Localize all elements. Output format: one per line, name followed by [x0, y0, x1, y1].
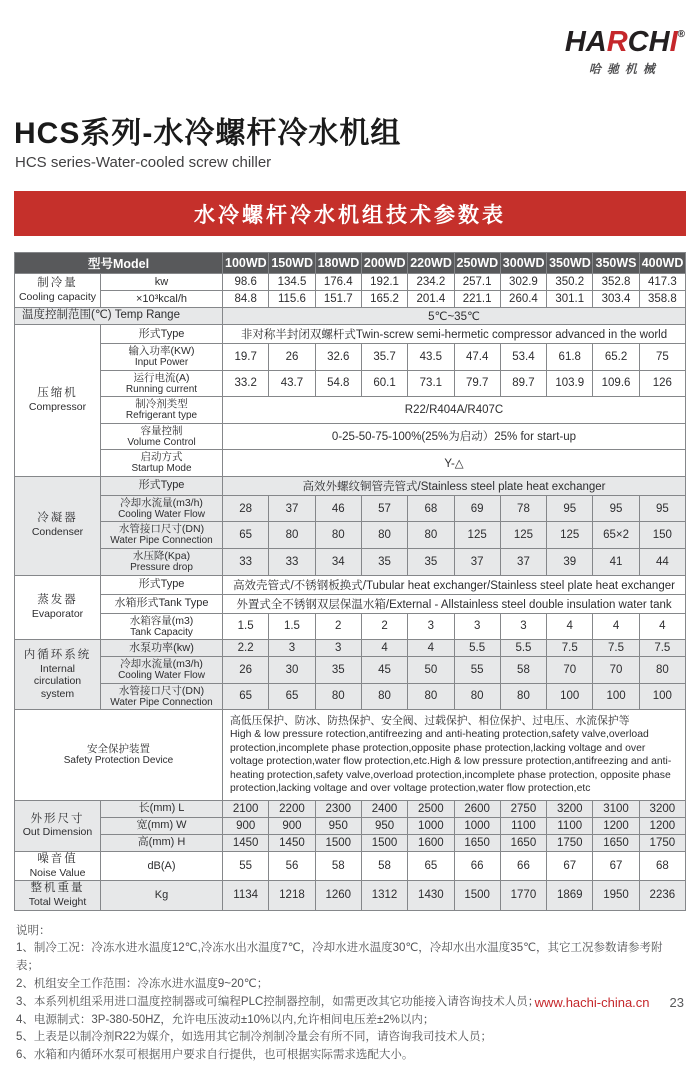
value-cell: 58: [361, 851, 407, 880]
value-cell: 80: [315, 522, 361, 549]
param-label-cell: 水压降(Kpa) Pressure drop: [101, 548, 223, 575]
value-cell: 303.4: [593, 291, 639, 308]
value-cell: 70: [547, 657, 593, 684]
value-cell: 2750: [500, 800, 546, 817]
value-cell: 79.7: [454, 370, 500, 397]
param-label-cell: 水箱形式Tank Type: [101, 594, 223, 613]
value-cell: 55: [223, 851, 269, 880]
model-column-header: 250WD: [454, 253, 500, 274]
value-cell: 3: [315, 640, 361, 657]
section-cell: 冷凝器 Condenser: [15, 476, 101, 575]
value-cell: 67: [593, 851, 639, 880]
value-cell: 1600: [408, 834, 454, 851]
value-cell: 150: [639, 522, 685, 549]
value-cell: 151.7: [315, 291, 361, 308]
value-cell: 45: [361, 657, 407, 684]
value-cell: 302.9: [500, 274, 546, 291]
value-cell: 46: [315, 495, 361, 522]
param-label-cell: 水管接口尺寸(DN) Water Pipe Connection: [101, 522, 223, 549]
value-cell: 2300: [315, 800, 361, 817]
section-cell: 整机重量 Total Weight: [15, 881, 101, 910]
value-cell: 1134: [223, 881, 269, 910]
section-cell: 压缩机 Compressor: [15, 325, 101, 477]
value-cell: 80: [500, 683, 546, 710]
value-cell: 37: [500, 548, 546, 575]
value-cell: 89.7: [500, 370, 546, 397]
value-cell: 3: [500, 613, 546, 640]
value-cell: 1000: [408, 817, 454, 834]
value-cell: 2: [315, 613, 361, 640]
page-number: 23: [669, 995, 684, 1010]
value-cell: 67: [547, 851, 593, 880]
spec-table: [14, 252, 686, 911]
model-column-header: 150WD: [269, 253, 315, 274]
value-cell: 54.8: [315, 370, 361, 397]
value-cell: 41: [593, 548, 639, 575]
value-cell: 75: [639, 344, 685, 371]
value-cell: 1260: [315, 881, 361, 910]
value-cell: 417.3: [639, 274, 685, 291]
logo-part-red-1: R: [606, 26, 628, 58]
model-column-header: 180WD: [315, 253, 361, 274]
section-cell: 内循环系统 Internal circulation system: [15, 640, 101, 710]
value-cell: 4: [361, 640, 407, 657]
value-cell: 350.2: [547, 274, 593, 291]
value-cell: 56: [269, 851, 315, 880]
value-cell: 1.5: [269, 613, 315, 640]
value-cell: 2200: [269, 800, 315, 817]
value-cell: 57: [361, 495, 407, 522]
value-cell: 32.6: [315, 344, 361, 371]
value-cell: 高低压保护、防冰、防热保护、安全阀、过载保护、相位保护、过电压、水流保护等 High & low pressure rotection,antifreezing and anti-heating protection,safety valve,overload protection,incomplete phase protection,opposite phase protection,lacking voltage and over voltage protection,water flow protection,etc.High & low pressure protection,antifreezing and anti-heating protection,safety valve,overload protection,incomplete phase protection, opposite phase protection,lacking voltage and over voltage protection,water flow protection,etc: [223, 710, 686, 801]
param-label-cell: 宽(mm) W: [101, 817, 223, 834]
value-cell: 5.5: [454, 640, 500, 657]
param-label-cell: ×10³kcal/h: [101, 291, 223, 308]
model-column-header: 220WD: [408, 253, 454, 274]
spec-table-body: [15, 274, 686, 911]
page-footer: [535, 995, 684, 1010]
value-cell: 66: [500, 851, 546, 880]
value-cell: 2100: [223, 800, 269, 817]
value-cell: 1650: [593, 834, 639, 851]
value-cell: 33.2: [223, 370, 269, 397]
model-column-header: 100WD: [223, 253, 269, 274]
value-cell: 65×2: [593, 522, 639, 549]
param-label-cell: dB(A): [101, 851, 223, 880]
param-label-cell: 冷却水流量(m3/h) Cooling Water Flow: [101, 657, 223, 684]
param-label-cell: 长(mm) L: [101, 800, 223, 817]
website-link[interactable]: www.hachi-china.cn: [534, 995, 650, 1010]
value-cell: 5℃~35℃: [223, 308, 686, 325]
value-cell: 35: [361, 548, 407, 575]
value-cell: 260.4: [500, 291, 546, 308]
value-cell: 26: [269, 344, 315, 371]
value-cell: 2600: [454, 800, 500, 817]
value-cell: 950: [315, 817, 361, 834]
value-cell: 58: [500, 657, 546, 684]
value-cell: 4: [547, 613, 593, 640]
value-cell: 1500: [315, 834, 361, 851]
value-cell: 301.1: [547, 291, 593, 308]
value-cell: 103.9: [547, 370, 593, 397]
value-cell: 3200: [547, 800, 593, 817]
value-cell: 134.5: [269, 274, 315, 291]
value-cell: 65: [408, 851, 454, 880]
value-cell: 3: [408, 613, 454, 640]
value-cell: 4: [639, 613, 685, 640]
value-cell: 80: [269, 522, 315, 549]
value-cell: 900: [223, 817, 269, 834]
value-cell: 3100: [593, 800, 639, 817]
value-cell: 7.5: [593, 640, 639, 657]
param-label-cell: 容量控制 Volume Control: [101, 423, 223, 450]
value-cell: 165.2: [361, 291, 407, 308]
value-cell: 34: [315, 548, 361, 575]
value-cell: 1500: [361, 834, 407, 851]
param-label-cell: 水箱容量(m3) Tank Capacity: [101, 613, 223, 640]
logo-part-black-1: HA: [564, 26, 607, 58]
value-cell: 68: [408, 495, 454, 522]
notes-heading: 说明：: [16, 924, 51, 937]
value-cell: 80: [315, 683, 361, 710]
value-cell: 5.5: [500, 640, 546, 657]
table-title-banner: 水冷螺杆冷水机组技术参数表: [14, 191, 686, 236]
value-cell: 28: [223, 495, 269, 522]
note-item: 6、水箱和内循环水泵可根据用户要求自行提供，也可根据实际需求选配大小。: [16, 1049, 414, 1062]
value-cell: 1100: [500, 817, 546, 834]
note-item: 1、制冷工况：冷冻水进水温度12℃,冷冻水出水温度7℃，冷却水进水温度30℃，冷却水出水温度35℃，其它工况参数请参考附表；: [16, 942, 663, 973]
title-block: [14, 108, 686, 171]
param-label-cell: Kg: [101, 881, 223, 910]
value-cell: 65.2: [593, 344, 639, 371]
value-cell: 3: [454, 613, 500, 640]
value-cell: 65: [223, 522, 269, 549]
value-cell: 1000: [454, 817, 500, 834]
value-cell: 1200: [593, 817, 639, 834]
value-cell: 55: [454, 657, 500, 684]
value-cell: 2.2: [223, 640, 269, 657]
value-cell: 352.8: [593, 274, 639, 291]
value-cell: 4: [408, 640, 454, 657]
value-cell: 66: [454, 851, 500, 880]
value-cell: 95: [639, 495, 685, 522]
value-cell: 126: [639, 370, 685, 397]
model-header-cell: 型号Model: [15, 253, 223, 274]
value-cell: 1750: [639, 834, 685, 851]
value-cell: 221.1: [454, 291, 500, 308]
value-cell: 192.1: [361, 274, 407, 291]
value-cell: 1650: [500, 834, 546, 851]
value-cell: 47.4: [454, 344, 500, 371]
value-cell: 2500: [408, 800, 454, 817]
value-cell: 1100: [547, 817, 593, 834]
value-cell: 80: [361, 683, 407, 710]
value-cell: 2236: [639, 881, 685, 910]
value-cell: 950: [361, 817, 407, 834]
value-cell: 900: [269, 817, 315, 834]
model-column-header: 300WD: [500, 253, 546, 274]
value-cell: 115.6: [269, 291, 315, 308]
value-cell: 7.5: [639, 640, 685, 657]
value-cell: 100: [547, 683, 593, 710]
value-cell: 53.4: [500, 344, 546, 371]
value-cell: 80: [361, 522, 407, 549]
param-label-cell: 形式Type: [101, 575, 223, 594]
page-subtitle: HCS series-Water-cooled screw chiller: [15, 154, 272, 171]
value-cell: 78: [500, 495, 546, 522]
param-label-cell: 水管接口尺寸(DN) Water Pipe Connection: [101, 683, 223, 710]
value-cell: 外置式全不锈钢双层保温水箱/External - Allstainless steel double insulation water tank: [223, 594, 686, 613]
logo-part-red-2: I: [669, 26, 678, 58]
spec-table-header: [15, 253, 686, 274]
value-cell: 80: [408, 683, 454, 710]
value-cell: 109.6: [593, 370, 639, 397]
value-cell: 33: [223, 548, 269, 575]
param-label-cell: 高(mm) H: [101, 834, 223, 851]
value-cell: 73.1: [408, 370, 454, 397]
value-cell: 26: [223, 657, 269, 684]
value-cell: 7.5: [547, 640, 593, 657]
value-cell: 37: [269, 495, 315, 522]
value-cell: 58: [315, 851, 361, 880]
note-item: 2、机组安全工作范围：冷冻水进水温度9~20℃；: [16, 978, 269, 991]
param-label-cell: 运行电流(A) Running current: [101, 370, 223, 397]
value-cell: 1430: [408, 881, 454, 910]
value-cell: 37: [454, 548, 500, 575]
value-cell: 1450: [269, 834, 315, 851]
param-label-cell: 输入功率(KW) Input Power: [101, 344, 223, 371]
value-cell: 1950: [593, 881, 639, 910]
logo-part-black-2: CH: [627, 26, 670, 58]
value-cell: 125: [547, 522, 593, 549]
registered-trademark-icon: ®: [677, 29, 685, 40]
value-cell: 3: [269, 640, 315, 657]
param-label-cell: kw: [101, 274, 223, 291]
value-cell: R22/R404A/R407C: [223, 397, 686, 424]
harchi-logo: [565, 28, 685, 77]
page-title: HCS系列-水冷螺杆冷水机组: [14, 117, 402, 150]
value-cell: 4: [593, 613, 639, 640]
model-column-header: 200WD: [361, 253, 407, 274]
value-cell: 1750: [547, 834, 593, 851]
param-label-cell: 安全保护装置 Safety Protection Device: [15, 710, 223, 801]
value-cell: 80: [454, 683, 500, 710]
value-cell: Y-△: [223, 450, 686, 477]
model-column-header: 400WD: [639, 253, 685, 274]
value-cell: 非对称半封闭双螺杆式Twin-screw semi-hermetic compressor advanced in the world: [223, 325, 686, 344]
note-item: 3、本系列机组采用进口温度控制器或可编程PLC控制器控制，如需更改其它功能接入请咨询技术人员；: [16, 995, 540, 1008]
value-cell: 3200: [639, 800, 685, 817]
value-cell: 0-25-50-75-100%(25%为启动）25% for start-up: [223, 423, 686, 450]
section-cell: 制冷量 Cooling capacity: [15, 274, 101, 308]
value-cell: 35.7: [361, 344, 407, 371]
value-cell: 高效外螺纹铜管壳管式/Stainless steel plate heat exchanger: [223, 476, 686, 495]
value-cell: 43.7: [269, 370, 315, 397]
value-cell: 43.5: [408, 344, 454, 371]
value-cell: 33: [269, 548, 315, 575]
value-cell: 1500: [454, 881, 500, 910]
value-cell: 1650: [454, 834, 500, 851]
value-cell: 1869: [547, 881, 593, 910]
value-cell: 2400: [361, 800, 407, 817]
param-label-cell: 温度控制范围(℃) Temp Range: [15, 308, 223, 325]
notes-section: [16, 923, 684, 1065]
value-cell: 2: [361, 613, 407, 640]
value-cell: 50: [408, 657, 454, 684]
value-cell: 1450: [223, 834, 269, 851]
page-header: [0, 0, 700, 102]
section-cell: 蒸发器 Evaporator: [15, 575, 101, 640]
value-cell: 高效壳管式/不锈钢板换式/Tubular heat exchanger/Stainless steel plate heat exchanger: [223, 575, 686, 594]
param-label-cell: 制冷剂类型 Refrigerant type: [101, 397, 223, 424]
value-cell: 80: [408, 522, 454, 549]
value-cell: 201.4: [408, 291, 454, 308]
value-cell: 35: [315, 657, 361, 684]
logo-wordmark: [565, 28, 685, 57]
value-cell: 95: [593, 495, 639, 522]
model-column-header: 350WD: [547, 253, 593, 274]
value-cell: 1770: [500, 881, 546, 910]
value-cell: 176.4: [315, 274, 361, 291]
value-cell: 19.7: [223, 344, 269, 371]
value-cell: 84.8: [223, 291, 269, 308]
note-item: 4、电源制式：3P-380-50HZ，允许电压波动±10%以内,允许相间电压差±2%以内；: [16, 1013, 435, 1026]
value-cell: 234.2: [408, 274, 454, 291]
value-cell: 125: [454, 522, 500, 549]
value-cell: 69: [454, 495, 500, 522]
param-label-cell: 形式Type: [101, 476, 223, 495]
value-cell: 257.1: [454, 274, 500, 291]
value-cell: 30: [269, 657, 315, 684]
value-cell: 358.8: [639, 291, 685, 308]
value-cell: 1312: [361, 881, 407, 910]
param-label-cell: 启动方式 Startup Mode: [101, 450, 223, 477]
value-cell: 44: [639, 548, 685, 575]
value-cell: 65: [223, 683, 269, 710]
value-cell: 39: [547, 548, 593, 575]
value-cell: 98.6: [223, 274, 269, 291]
value-cell: 125: [500, 522, 546, 549]
value-cell: 1218: [269, 881, 315, 910]
value-cell: 65: [269, 683, 315, 710]
note-item: 5、上表是以制冷剂R22为媒介，如选用其它制冷剂制冷量会有所不同，请咨询我司技术人员；: [16, 1031, 492, 1044]
value-cell: 1200: [639, 817, 685, 834]
param-label-cell: 冷却水流量(m3/h) Cooling Water Flow: [101, 495, 223, 522]
section-cell: 噪音值 Noise Value: [15, 851, 101, 880]
value-cell: 61.8: [547, 344, 593, 371]
model-column-header: 350WS: [593, 253, 639, 274]
param-label-cell: 形式Type: [101, 325, 223, 344]
value-cell: 35: [408, 548, 454, 575]
logo-subtitle: 哈驰机械: [588, 62, 661, 76]
value-cell: 68: [639, 851, 685, 880]
param-label-cell: 水泵功率(kw): [101, 640, 223, 657]
value-cell: 1.5: [223, 613, 269, 640]
value-cell: 95: [547, 495, 593, 522]
section-cell: 外形尺寸 Out Dimension: [15, 800, 101, 851]
value-cell: 100: [593, 683, 639, 710]
value-cell: 70: [593, 657, 639, 684]
value-cell: 60.1: [361, 370, 407, 397]
value-cell: 100: [639, 683, 685, 710]
value-cell: 80: [639, 657, 685, 684]
